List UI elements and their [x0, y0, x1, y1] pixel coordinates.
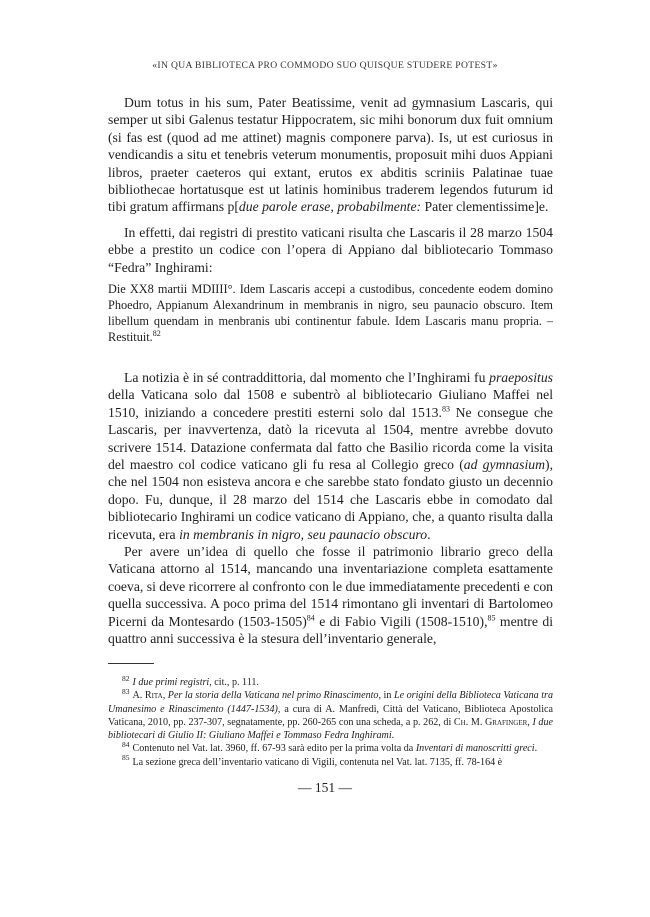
paragraph-text: In effetti, dai registri di prestito vaticani risulta che Lascaris il 28 marzo 1504 ebbe a prestito un codice con l’opera di Appiano dal bibliotecario Tommaso “Fedra” Inghirami: — [108, 225, 553, 275]
footnote-ref-83: 83 — [441, 404, 450, 414]
paragraph-notizia — [108, 369, 553, 648]
footnote-ref-82: 82 — [152, 328, 161, 338]
text-run: Ne consegue che Lascaris, per inavvertenza, datò la ricevuta al 1504, mentre avrebbe dovuto scrivere 1514. Datazione confermata dal fatto che Basilio ricorda come la visita del maestro col codice vaticano gli fu resa al Collegio greco ( — [108, 404, 554, 473]
loan-record-body: Die XX8 martii MDIIII°. Idem Lascaris accepi a custodibus, concedente eodem domino Phoedro, Appianum Alexandrinum in membranis in nigro, seu paunacio obscuro. Item libellum quendam in menbranis ubi continentur fabule. Idem Lascaris manu propria. – Restituit. — [108, 282, 553, 344]
footnote-author: Ch. M. Grafinger — [453, 716, 528, 728]
text-run: La notizia è in sé contraddittoria, dal momento che l’Inghirami fu — [124, 370, 490, 385]
footnote-separator — [108, 663, 154, 664]
footnote-number: 85 — [122, 753, 130, 763]
loan-record-text — [108, 282, 553, 346]
footnote-text: La sezione greca dell’inventario vaticano di Vigili, contenuta nel Vat. lat. 7135, ff. 78-164 è — [132, 756, 503, 768]
footnote-text: , — [527, 716, 533, 728]
text-run: della Vaticana solo dal 1508 e subentrò al bibliotecario Giuliano Maffei nel 1510, iniziando a concedere prestiti esterni solo dal 1513. — [108, 387, 553, 420]
footnote-83: $^{83}$ A. Rita, Per la storia della Vaticana nel primo Rinascimento, in Le origini della Biblioteca Vaticana tra Umanesimo e Rinascimento (1447-1534), a cura di A. Manfredi, Città del Vaticano, Biblioteca Apostolica Vaticana, 2010, pp. 237-307, segnatamente, pp. 260-265 con una scheda, a p. 262, di Ch. M. Grafinger, I due bibliotecari di Giulio II: Giuliano Maffei e Tommaso Fedra Inghirami. — [108, 686, 554, 742]
footnote-text: , in — [378, 690, 394, 702]
footnote-text: , cit., p. 111. — [209, 677, 259, 688]
footnote-text: Contenuto nel Vat. lat. 3960, ff. 67-93 sarà edito per la prima volta da — [132, 743, 416, 755]
footnote-italic: I due bibliotecari di Giulio II: Giuliano Maffei e Tommaso Fedra Inghirami — [108, 716, 553, 742]
quotation-text: Dum totus in his sum, Pater Beatissime, venit ad gymnasium Lascaris, qui semper ut sibi Galenus testatur Hippocratem, sic mihi bonorum dux fuit omnium (si fas est (quod ad me attinet) magnis componere parva). Is, ut est curiosus in vendicandis a situ et tenebris veterum monumentis, proposuit mihi duos Appiani libros, praeter caeteros qui extant, erutos ex abditis scriniis Palatinae tuae bibliothecae hortatusque est ut latinis hominibus traderem legendos futurum id tibi gratum affirmans p[ — [108, 95, 553, 215]
quotation-tail: Pater clementissime]e. — [421, 199, 549, 215]
footnote-84 — [108, 742, 553, 755]
footnote-italic: Le origini della Biblioteca Vaticana tra Umanesimo e Rinascimento (1447-1534) — [108, 690, 554, 715]
text-run: e di Fabio Vigili (1508-1510), — [314, 613, 488, 629]
footnote-ref-84: 84 — [306, 613, 315, 623]
footnote-number: 82 — [122, 673, 130, 683]
footnote-italic: Per la storia della Vaticana nel primo Rinascimento — [167, 690, 379, 702]
text-run: ), che nel 1504 non esisteva ancora e che sarebbe stato fondato giusto un decennio dopo. Fu, dunque, il 28 marzo del 1514 che Lascaris ebbe in comodato dal bibliotecario Inghirami un codice vaticano di Appiano, che, a quanto risulta dalla ricevuta, era — [108, 457, 553, 542]
footnote-82 — [108, 673, 553, 689]
text-run: Per avere un’idea di quello che fosse il patrimonio librario greco della Vaticana attorno al 1514, mancando una inventariazione completa esattamente coeva, si deve ricorrere al confronto con le due immediatamente precedenti e con quella successiva. A poco prima del 1514 rimontano gli inventari di Bartolomeo Picerni da Montesardo (1503-1505) — [108, 544, 554, 629]
footnote-italic: Inventari di manoscritti greci — [415, 743, 535, 755]
footnote-text: . — [534, 743, 538, 755]
page-number: — 151 — — [298, 780, 352, 795]
footnote-italic: I due primi registri — [132, 677, 210, 688]
running-head: «IN QUA BIBLIOTECA PRO COMMODO SUO QUISQUE STUDERE POTEST» — [152, 60, 498, 71]
footnotes — [108, 673, 554, 769]
footnote-author: A. Rita — [132, 690, 163, 702]
quotation-paragraph — [108, 94, 553, 216]
footnote-text: , a cura di A. Manfredi, Città del Vaticano, Biblioteca Apostolica Vaticana, 2010, pp. 237-307, segnatamente, pp. 260-265 con una scheda, a p. 262, di — [108, 703, 553, 728]
paragraph-notizia-text — [108, 369, 553, 543]
latin-quotation-basilio — [108, 94, 553, 216]
footnote-ref-85: 85 — [487, 613, 496, 623]
footnote-text: . — [391, 730, 395, 742]
footnote-number: 84 — [122, 740, 130, 750]
footnote-number: 83 — [122, 686, 130, 696]
italic-run: ad gymnasium — [463, 457, 546, 473]
italic-run: praepositus — [489, 370, 553, 385]
quotation-editorial-note: due parole erase, probabilmente: — [238, 199, 422, 215]
text-run: . — [427, 526, 431, 542]
footnote-85 — [108, 753, 553, 769]
paragraph-registri — [108, 224, 553, 276]
italic-run: in membranis in nigro, seu paunacio obscuro — [179, 526, 428, 542]
text-run: mentre di quattro anni successiva è la stesura dell’inventario generale, — [108, 613, 553, 647]
paragraph-patrimonio-text — [108, 543, 553, 647]
loan-record-quotation — [108, 282, 553, 346]
